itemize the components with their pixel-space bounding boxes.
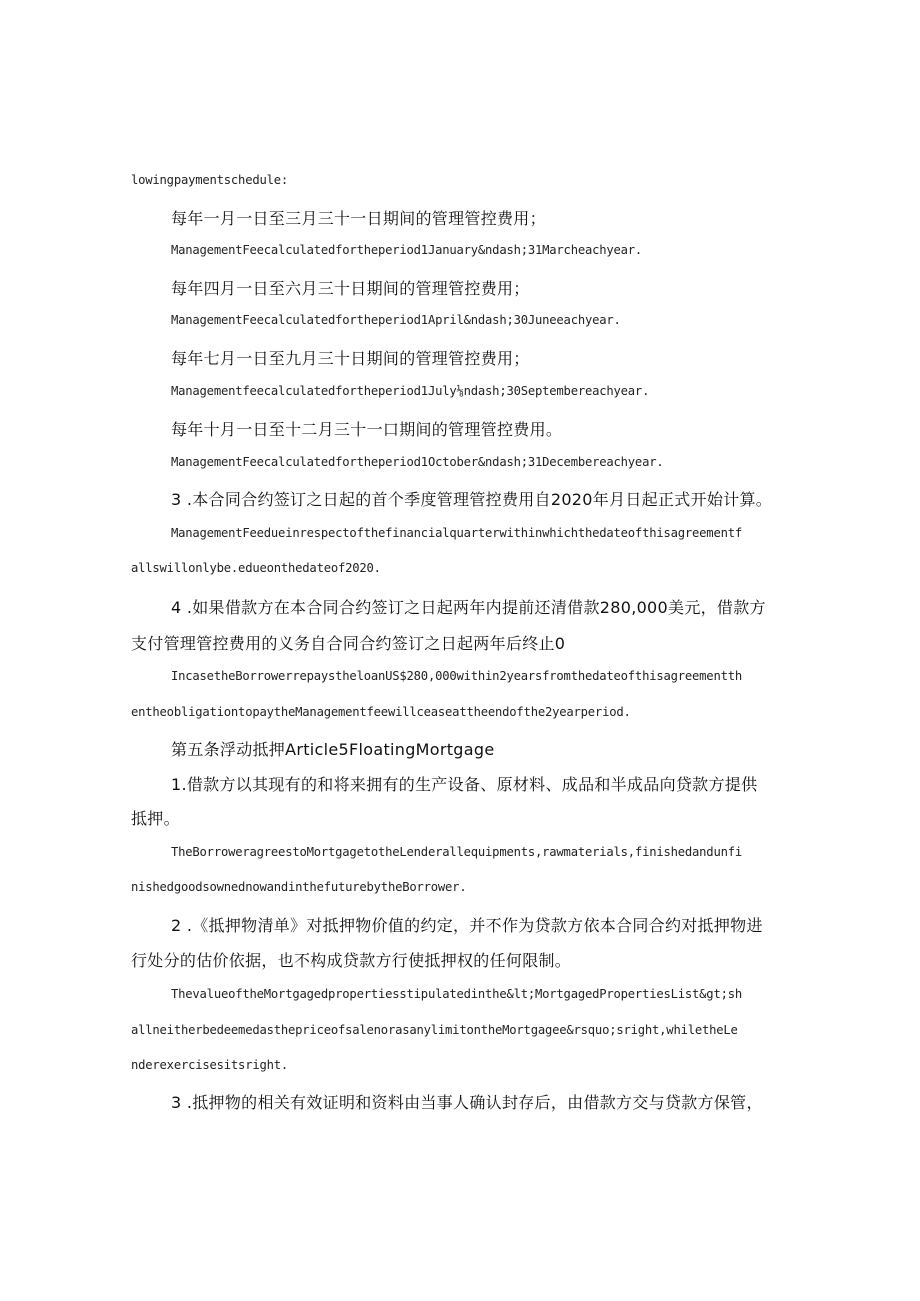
text-line: Managementfeecalculatedfortheperiod1July⅛ndash;30Septembereachyear. — [171, 384, 650, 398]
text-line: 第五条浮动抵押Article5FloatingMortgage — [171, 740, 495, 759]
text-line: ThevalueoftheMortgagedpropertiesstipulatedinthe&lt;MortgagedPropertiesList&gt;sh — [171, 987, 742, 1001]
text-line: IncasetheBorrowerrepaystheloanUS$280,000within2yearsfromthedateofthisagreementth — [171, 669, 742, 683]
text-line: 每年一月一日至三月三十一日期间的管理管控费用； — [171, 209, 546, 228]
text-line: nishedgoodsownednowandinthefuturebytheBorrower. — [131, 880, 467, 894]
text-line: 1.借款方以其现有的和将来拥有的生产设备、原材料、成品和半成品向贷款方提供 — [171, 775, 758, 794]
text-line: 3 .本合同合约签订之日起的首个季度管理管控费用自2020年月日起正式开始计算。 — [171, 490, 773, 509]
text-line: 每年七月一日至九月三十日期间的管理管控费用； — [171, 349, 530, 368]
text-line: 2 .《抵押物清单》对抵押物价值的约定，并不作为贷款方依本合同合约对抵押物进 — [171, 916, 763, 935]
text-line: ManagementFeecalculatedfortheperiod1April&ndash;30Juneeachyear. — [171, 313, 621, 327]
text-line: 支付管理管控费用的义务自合同合约签订之日起两年后终止0 — [131, 634, 566, 653]
text-line: TheBorroweragreestoMortgagetotheLenderallequipments,rawmaterials,finishedandunfi — [171, 845, 742, 859]
text-line: allneitherbedeemedasthepriceofsalenorasanylimitontheMortgagee&rsquo;sright,whiletheLe — [131, 1023, 738, 1037]
text-line: 每年十月一日至十二月三十一口期间的管理管控费用。 — [171, 420, 563, 439]
text-line: nderexercisesitsright. — [131, 1058, 289, 1072]
text-line: allswillonlybe.edueonthedateof2020. — [131, 561, 381, 575]
text-line: ManagementFeedueinrespectofthefinancialquarterwithinwhichthedateofthisagreementf — [171, 526, 742, 540]
text-line: 抵押。 — [131, 809, 180, 828]
text-line: entheobligationtopaytheManagementfeewillceaseattheendofthe2yearperiod. — [131, 705, 631, 719]
text-line: ManagementFeecalculatedfortheperiod1October&ndash;31Decembereachyear. — [171, 455, 664, 469]
text-line: lowingpaymentschedule: — [131, 173, 289, 187]
text-line: 行处分的估价依据，也不构成贷款方行使抵押权的任何限制。 — [131, 951, 572, 970]
text-line: 3 .抵押物的相关有效证明和资料由当事人确认封存后，由借款方交与贷款方保管， — [171, 1093, 763, 1112]
text-line: 每年四月一日至六月三十日期间的管理管控费用； — [171, 279, 530, 298]
text-line: 4 .如果借款方在本合同合约签订之日起两年内提前还清借款280,000美元，借款方 — [171, 598, 766, 617]
text-line: ManagementFeecalculatedfortheperiod1January&ndash;31Marcheachyear. — [171, 243, 643, 257]
